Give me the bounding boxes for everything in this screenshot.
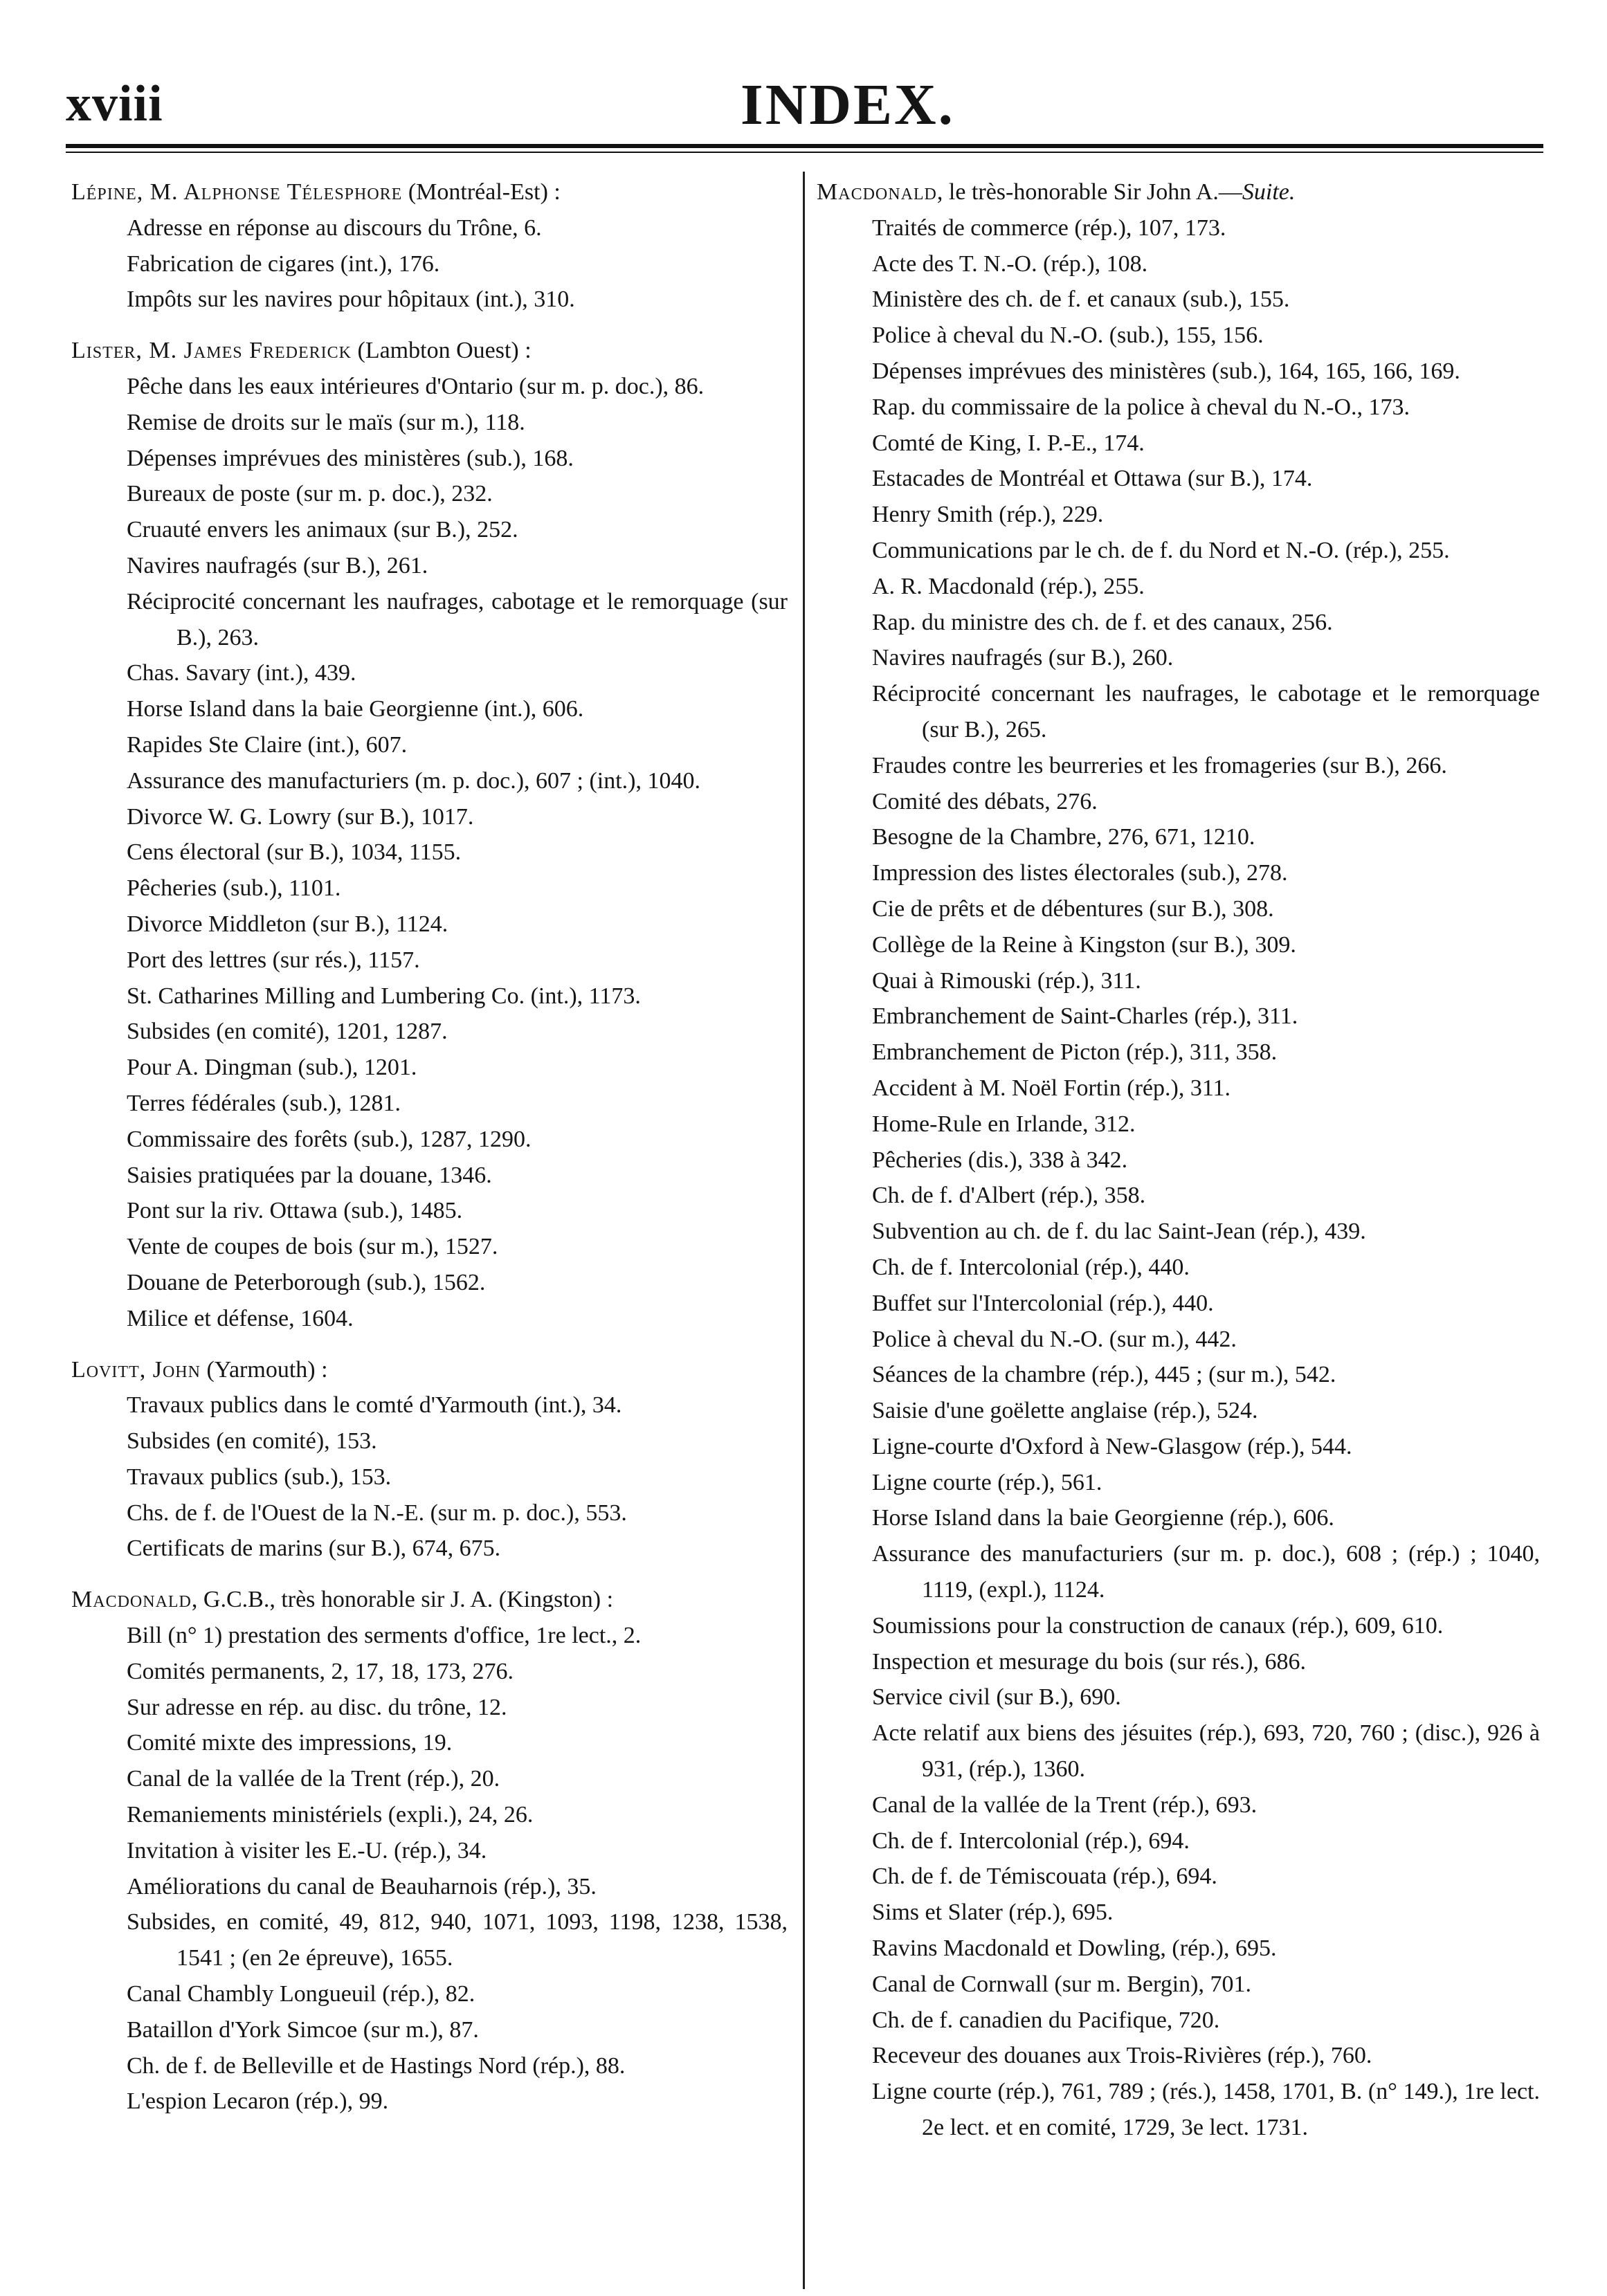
index-item: Service civil (sur B.), 690. [872,1684,1121,1711]
index-item: Dépenses imprévues des ministères (sub.), 168. [127,445,574,471]
index-item: Navires naufragés (sur B.), 261. [127,552,428,578]
index-item: Bureaux de poste (sur m. p. doc.), 232. [127,481,493,507]
index-item: Chas. Savary (int.), 439. [127,660,356,686]
index-item: Embranchement de Saint-Charles (rép.), 311. [872,1003,1298,1030]
index-item: Subvention au ch. de f. du lac Saint-Jean (rép.), 439. [872,1219,1366,1245]
index-item: Besogne de la Chambre, 276, 671, 1210. [872,824,1255,850]
index-item: Police à cheval du N.-O. (sub.), 155, 156. [872,322,1264,349]
index-entry [71,333,788,1336]
index-item: Estacades de Montréal et Ottawa (sur B.), 174. [872,466,1313,492]
index-item: Canal de la vallée de la Trent (rép.), 20. [127,1766,500,1792]
index-item: Ch. de f. Intercolonial (rép.), 694. [872,1828,1190,1854]
entry-qualifier: , le très-honorable Sir John A.— [936,179,1242,205]
entry-name: Lovitt, John [71,1356,201,1383]
index-item: Fraudes contre les beurreries et les fromageries (sur B.), 266. [872,752,1447,778]
index-item: Assurance des manufacturiers (m. p. doc.), 607 ; (int.), 1040. [127,767,700,794]
entry-name: Macdonald [817,179,937,205]
index-item: Cens électoral (sur B.), 1034, 1155. [127,839,462,866]
entry-suffix: Suite. [1242,179,1296,205]
index-item: Fabrication de cigares (int.), 176. [127,250,440,277]
entry-name: Macdonald [71,1587,192,1613]
index-entry [71,174,788,318]
index-item: Subsides, en comité, 49, 812, 940, 1071, 1093, 1198, 1238, 1538, 1541 ; (en 2e épreuve), 1655. [127,1909,788,1971]
index-item: Horse Island dans la baie Georgienne (rép.), 606. [872,1505,1334,1531]
entry-name: Lépine, M. Alphonse Télesphore [71,179,403,205]
index-item: Pêche dans les eaux intérieures d'Ontario (sur m. p. doc.), 86. [127,373,705,399]
index-item: Acte relatif aux biens des jésuites (rép.), 693, 720, 760 ; (disc.), 926 à 931, (rép.), 1360. [872,1720,1540,1783]
entry-qualifier: , G.C.B., très honorable sir J. A. (Kingston) : [191,1587,614,1613]
index-item: Terres fédérales (sub.), 1281. [127,1090,401,1116]
index-item: Ravins Macdonald et Dowling, (rép.), 695. [872,1935,1277,1962]
index-item: Impôts sur les navires pour hôpitaux (int.), 310. [127,286,575,313]
index-item: Soumissions pour la construction de canaux (rép.), 609, 610. [872,1612,1444,1639]
index-item: Certificats de marins (sur B.), 674, 675. [127,1536,501,1562]
index-item: Port des lettres (sur rés.), 1157. [127,947,420,973]
entry-heading [817,174,1540,210]
index-item: Communications par le ch. de f. du Nord et N.-O. (rép.), 255. [872,537,1450,563]
page-title: INDEX. [741,73,955,137]
page-number: xviii [66,75,163,132]
index-item: Comité des débats, 276. [872,788,1098,814]
index-item: Buffet sur l'Intercolonial (rép.), 440. [872,1290,1214,1316]
index-item: Embranchement de Picton (rép.), 311, 358. [872,1039,1278,1066]
entry-heading [71,1582,788,1618]
index-item: Bataillon d'York Simcoe (sur m.), 87. [127,2016,479,2043]
index-item: Collège de la Reine à Kingston (sur B.), 309. [872,931,1296,958]
entry-heading [71,1352,788,1388]
index-item: Chs. de f. de l'Ouest de la N.-E. (sur m. p. doc.), 553. [127,1500,627,1526]
index-item: Henry Smith (rép.), 229. [872,502,1104,528]
index-item: Horse Island dans la baie Georgienne (int.), 606. [127,696,584,722]
index-entry [71,1352,788,1567]
index-item: Police à cheval du N.-O. (sur m.), 442. [872,1326,1237,1352]
index-item: Subsides (en comité), 153. [127,1428,377,1455]
index-item: Adresse en réponse au discours du Trône, 6. [127,215,542,241]
index-item: Ligne courte (rép.), 561. [872,1469,1102,1495]
index-item: L'espion Lecaron (rép.), 99. [127,2088,389,2115]
index-item: Canal de la vallée de la Trent (rép.), 693. [872,1792,1258,1818]
index-item: Cruauté envers les animaux (sur B.), 252. [127,517,518,543]
index-item: Rapides Ste Claire (int.), 607. [127,731,408,758]
index-item: Comté de King, I. P.-E., 174. [872,430,1145,456]
index-item: Pont sur la riv. Ottawa (sub.), 1485. [127,1198,463,1224]
index-item: Pêcheries (sub.), 1101. [127,875,341,902]
index-item: St. Catharines Milling and Lumbering Co. (int.), 1173. [127,983,641,1009]
index-item: Remaniements ministériels (expli.), 24, 26. [127,1802,534,1828]
entry-heading [71,174,788,210]
index-item: Quai à Rimouski (rép.), 311. [872,967,1141,994]
index-item: Ministère des ch. de f. et canaux (sub.), 155. [872,286,1290,313]
index-item: Receveur des douanes aux Trois-Rivières (rép.), 760. [872,2043,1372,2069]
index-item: Comité mixte des impressions, 19. [127,1730,453,1756]
index-item: Accident à M. Noël Fortin (rép.), 311. [872,1075,1231,1101]
index-item: Saisies pratiquées par la douane, 1346. [127,1162,492,1188]
index-item: Ch. de f. de Témiscouata (rép.), 694. [872,1864,1217,1890]
index-entry [817,174,1540,2146]
index-item: Vente de coupes de bois (sur m.), 1527. [127,1234,498,1260]
index-item: Canal de Cornwall (sur m. Bergin), 701. [872,1971,1252,1997]
index-item: Pêcheries (dis.), 338 à 342. [872,1147,1128,1173]
index-item: Invitation à visiter les E.-U. (rép.), 34. [127,1837,487,1864]
index-item: Divorce Middleton (sur B.), 1124. [127,911,448,937]
index-item: Bill (n° 1) prestation des serments d'office, 1re lect., 2. [127,1623,642,1649]
index-item: Sims et Slater (rép.), 695. [872,1899,1114,1926]
index-entry [71,1582,788,2120]
index-item: Ligne courte (rép.), 761, 789 ; (rés.), 1458, 1701, B. (n° 149.), 1re lect. 2e lect. et en comité, 1729, 3e lect. 1731. [872,2079,1540,2141]
index-item: Divorce W. G. Lowry (sur B.), 1017. [127,803,474,830]
index-item: Assurance des manufacturiers (sur m. p. doc.), 608 ; (rép.) ; 1040, 1119, (expl.), 1124. [872,1541,1540,1603]
index-item: Dépenses imprévues des ministères (sub.), 164, 165, 166, 169. [872,358,1460,384]
index-item: Acte des T. N.-O. (rép.), 108. [872,250,1148,277]
index-item: Réciprocité concernant les naufrages, cabotage et le remorquage (sur B.), 263. [127,588,788,650]
header-rule-thin [66,152,1543,153]
index-item: Travaux publics dans le comté d'Yarmouth (int.), 34. [127,1392,622,1419]
index-item: Douane de Peterborough (sub.), 1562. [127,1269,486,1295]
index-item: Cie de prêts et de débentures (sur B.), 308. [872,895,1274,922]
index-item: A. R. Macdonald (rép.), 255. [872,573,1145,599]
index-item: Ch. de f. d'Albert (rép.), 358. [872,1183,1146,1209]
index-item: Ch. de f. de Belleville et de Hastings Nord (rép.), 88. [127,2052,626,2079]
index-item: Home-Rule en Irlande, 312. [872,1111,1136,1137]
entry-name: Lister, M. James Frederick [71,338,352,364]
index-item: Réciprocité concernant les naufrages, le cabotage et le remorquage (sur B.), 265. [872,681,1540,742]
entry-qualifier: (Yarmouth) : [200,1356,328,1383]
index-item: Navires naufragés (sur B.), 260. [872,645,1174,671]
column-divider [803,172,805,2289]
right-column [817,174,1540,2161]
index-item: Ligne-courte d'Oxford à New-Glasgow (rép.), 544. [872,1433,1352,1459]
entry-heading [71,333,788,369]
index-item: Séances de la chambre (rép.), 445 ; (sur m.), 542. [872,1362,1336,1388]
index-item: Améliorations du canal de Beauharnois (rép.), 35. [127,1873,597,1899]
entry-qualifier: (Lambton Ouest) : [352,338,532,364]
index-item: Commissaire des forêts (sub.), 1287, 1290. [127,1126,532,1152]
index-item: Subsides (en comité), 1201, 1287. [127,1019,448,1045]
index-item: Travaux publics (sub.), 153. [127,1464,392,1490]
index-item: Ch. de f. Intercolonial (rép.), 440. [872,1254,1190,1280]
index-item: Comités permanents, 2, 17, 18, 173, 276. [127,1658,514,1684]
entry-qualifier: (Montréal-Est) : [402,179,561,205]
index-item: Inspection et mesurage du bois (sur rés.), 686. [872,1648,1306,1675]
index-item: Canal Chambly Longueuil (rép.), 82. [127,1981,475,2007]
left-column [71,174,788,2135]
index-item: Rap. du ministre des ch. de f. et des canaux, 256. [872,609,1333,635]
header-rule [66,144,1543,148]
index-item: Ch. de f. canadien du Pacifique, 720. [872,2007,1220,2033]
index-item: Rap. du commissaire de la police à cheval du N.-O., 173. [872,394,1410,420]
index-item: Traités de commerce (rép.), 107, 173. [872,215,1226,241]
index-item: Impression des listes électorales (sub.), 278. [872,860,1288,886]
index-item: Saisie d'une goëlette anglaise (rép.), 524. [872,1398,1258,1424]
index-item: Milice et défense, 1604. [127,1305,354,1331]
index-item: Sur adresse en rép. au disc. du trône, 12. [127,1694,507,1720]
index-item: Remise de droits sur le maïs (sur m.), 118. [127,409,525,435]
index-item: Pour A. Dingman (sub.), 1201. [127,1055,417,1081]
